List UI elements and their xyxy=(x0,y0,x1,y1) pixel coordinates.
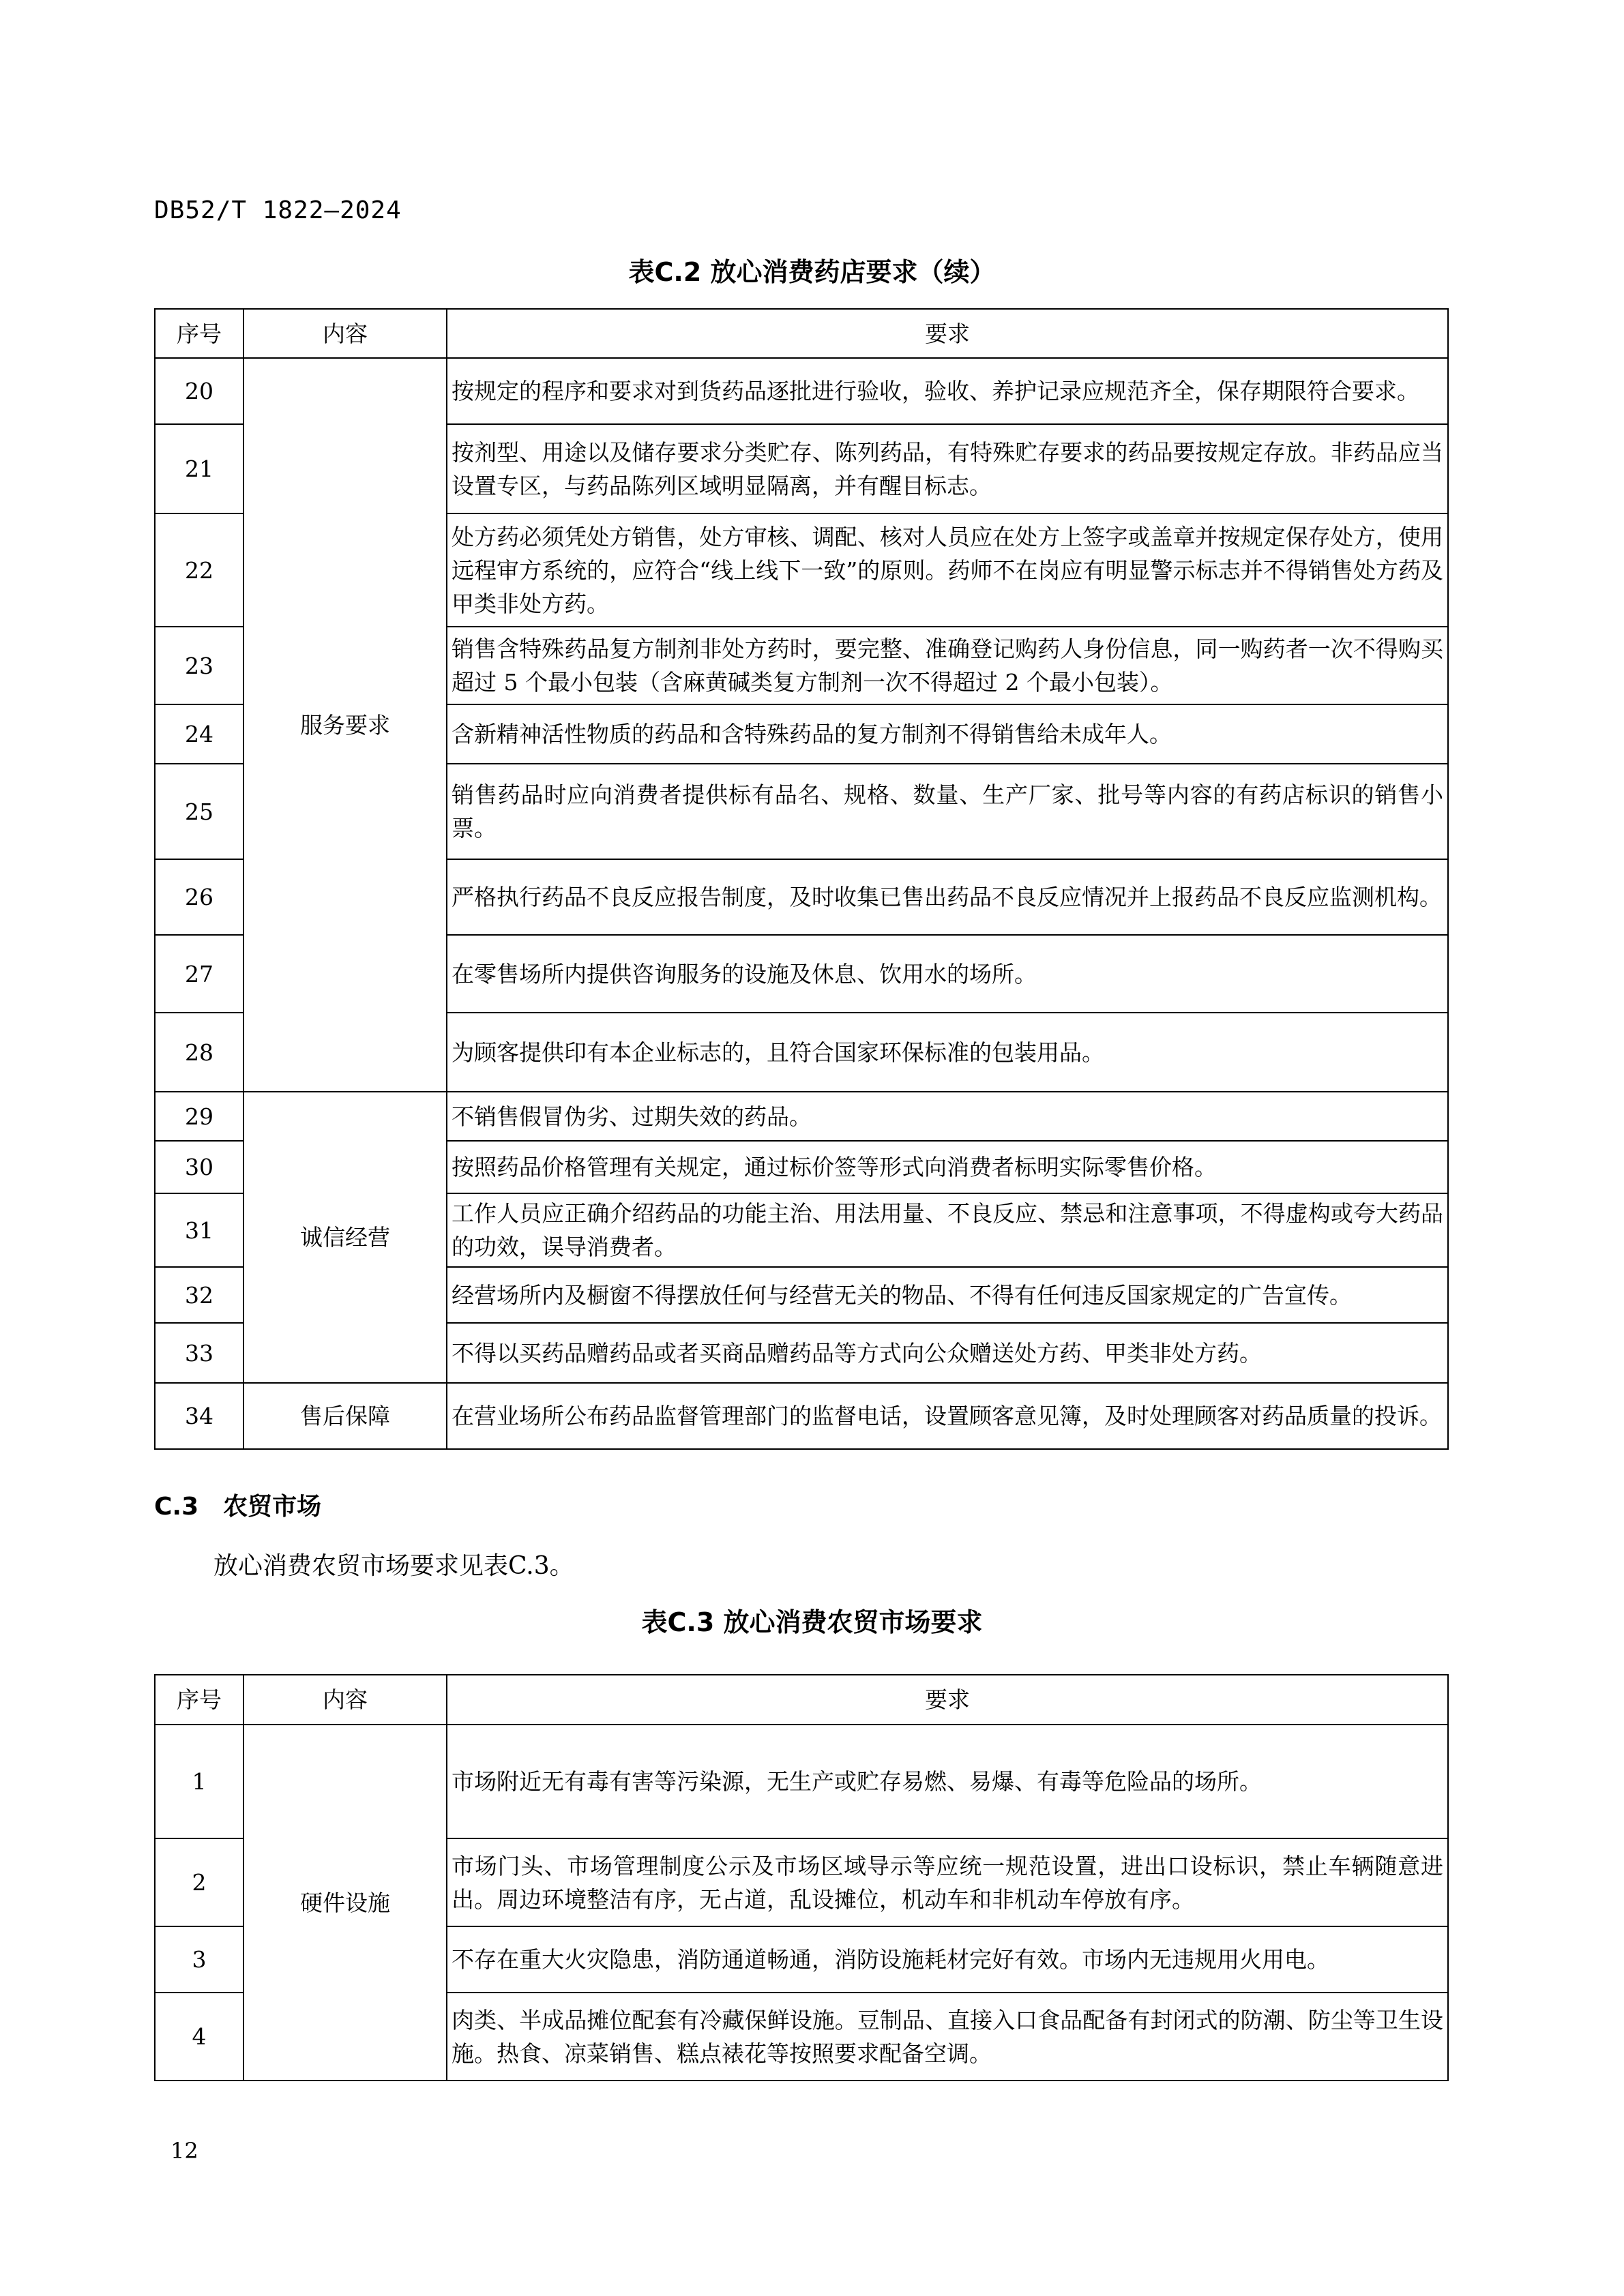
requirement-text: 严格执行药品不良反应报告制度，及时收集已售出药品不良反应情况并上报药品不良反应监测机构。 xyxy=(447,859,1448,935)
requirement-text: 按照药品价格管理有关规定，通过标价签等形式向消费者标明实际零售价格。 xyxy=(447,1141,1448,1193)
row-number: 27 xyxy=(155,935,243,1013)
requirement-text: 工作人员应正确介绍药品的功能主治、用法用量、不良反应、禁忌和注意事项，不得虚构或夸大药品的功效，误导消费者。 xyxy=(447,1193,1448,1267)
header-requirement: 要求 xyxy=(447,1675,1448,1725)
row-number: 4 xyxy=(155,1993,243,2081)
document-code: DB52/T 1822—2024 xyxy=(154,196,402,224)
table-c3 xyxy=(154,1674,1449,2081)
page-number: 12 xyxy=(171,2138,198,2164)
requirement-text: 为顾客提供印有本企业标志的，且符合国家环保标准的包装用品。 xyxy=(447,1013,1448,1092)
body-paragraph: 放心消费农贸市场要求见表C.3。 xyxy=(213,1552,574,1580)
table-row xyxy=(155,1092,1448,1141)
section-number: C.3 xyxy=(154,1493,199,1521)
requirement-text: 按规定的程序和要求对到货药品逐批进行验收，验收、养护记录应规范齐全，保存期限符合要求。 xyxy=(447,358,1448,424)
row-number: 23 xyxy=(155,627,243,704)
header-requirement: 要求 xyxy=(447,309,1448,358)
row-number: 2 xyxy=(155,1838,243,1926)
requirement-text: 经营场所内及橱窗不得摆放任何与经营无关的物品、不得有任何违反国家规定的广告宣传。 xyxy=(447,1267,1448,1323)
table-c2-caption: 表C.2 放心消费药店要求（续） xyxy=(628,257,996,287)
table-c2 xyxy=(154,308,1449,1450)
table-row xyxy=(155,1725,1448,1838)
requirement-text: 销售含特殊药品复方制剂非处方药时，要完整、准确登记购药人身份信息，同一购药者一次不得购买超过 5 个最小包装（含麻黄碱类复方制剂一次不得超过 2 个最小包装）。 xyxy=(447,627,1448,704)
row-number: 28 xyxy=(155,1013,243,1092)
table-row xyxy=(155,1383,1448,1449)
row-number: 34 xyxy=(155,1383,243,1449)
table-c3-caption: 表C.3 放心消费农贸市场要求 xyxy=(641,1607,983,1637)
requirement-text: 肉类、半成品摊位配套有冷藏保鲜设施。豆制品、直接入口食品配备有封闭式的防潮、防尘等卫生设施。热食、凉菜销售、糕点裱花等按照要求配备空调。 xyxy=(447,1993,1448,2081)
category-cell: 售后保障 xyxy=(243,1383,447,1449)
section-title: 农贸市场 xyxy=(223,1493,322,1521)
requirement-text: 处方药必须凭处方销售，处方审核、调配、核对人员应在处方上签字或盖章并按规定保存处方，使用远程审方系统的，应符合“线上线下一致”的原则。药师不在岗应有明显警示标志并不得销售处方药及甲类非处方药。 xyxy=(447,513,1448,627)
header-content: 内容 xyxy=(243,1675,447,1725)
requirement-text: 销售药品时应向消费者提供标有品名、规格、数量、生产厂家、批号等内容的有药店标识的销售小票。 xyxy=(447,764,1448,859)
row-number: 26 xyxy=(155,859,243,935)
requirement-text: 不存在重大火灾隐患，消防通道畅通，消防设施耗材完好有效。市场内无违规用火用电。 xyxy=(447,1926,1448,1993)
requirement-text: 不销售假冒伪劣、过期失效的药品。 xyxy=(447,1092,1448,1141)
row-number: 30 xyxy=(155,1141,243,1193)
category-cell: 服务要求 xyxy=(243,358,447,1092)
row-number: 20 xyxy=(155,358,243,424)
row-number: 25 xyxy=(155,764,243,859)
requirement-text: 含新精神活性物质的药品和含特殊药品的复方制剂不得销售给未成年人。 xyxy=(447,704,1448,764)
section-heading xyxy=(154,1487,321,1522)
row-number: 3 xyxy=(155,1926,243,1993)
category-cell: 硬件设施 xyxy=(243,1725,447,2081)
row-number: 31 xyxy=(155,1193,243,1267)
row-number: 32 xyxy=(155,1267,243,1323)
category-cell: 诚信经营 xyxy=(243,1092,447,1383)
row-number: 33 xyxy=(155,1323,243,1383)
requirement-text: 不得以买药品赠药品或者买商品赠药品等方式向公众赠送处方药、甲类非处方药。 xyxy=(447,1323,1448,1383)
requirement-text: 在营业场所公布药品监督管理部门的监督电话，设置顾客意见簿，及时处理顾客对药品质量的投诉。 xyxy=(447,1383,1448,1449)
requirement-text: 市场附近无有毒有害等污染源，无生产或贮存易燃、易爆、有毒等危险品的场所。 xyxy=(447,1725,1448,1838)
header-no: 序号 xyxy=(155,309,243,358)
row-number: 24 xyxy=(155,704,243,764)
requirement-text: 在零售场所内提供咨询服务的设施及休息、饮用水的场所。 xyxy=(447,935,1448,1013)
requirement-text: 按剂型、用途以及储存要求分类贮存、陈列药品，有特殊贮存要求的药品要按规定存放。非药品应当设置专区，与药品陈列区域明显隔离，并有醒目标志。 xyxy=(447,424,1448,513)
table-header-row xyxy=(155,1675,1448,1725)
row-number: 1 xyxy=(155,1725,243,1838)
row-number: 29 xyxy=(155,1092,243,1141)
table-header-row xyxy=(155,309,1448,358)
table-row xyxy=(155,358,1448,424)
row-number: 21 xyxy=(155,424,243,513)
header-content: 内容 xyxy=(243,309,447,358)
row-number: 22 xyxy=(155,513,243,627)
header-no: 序号 xyxy=(155,1675,243,1725)
requirement-text: 市场门头、市场管理制度公示及市场区域导示等应统一规范设置，进出口设标识，禁止车辆随意进出。周边环境整洁有序，无占道，乱设摊位，机动车和非机动车停放有序。 xyxy=(447,1838,1448,1926)
